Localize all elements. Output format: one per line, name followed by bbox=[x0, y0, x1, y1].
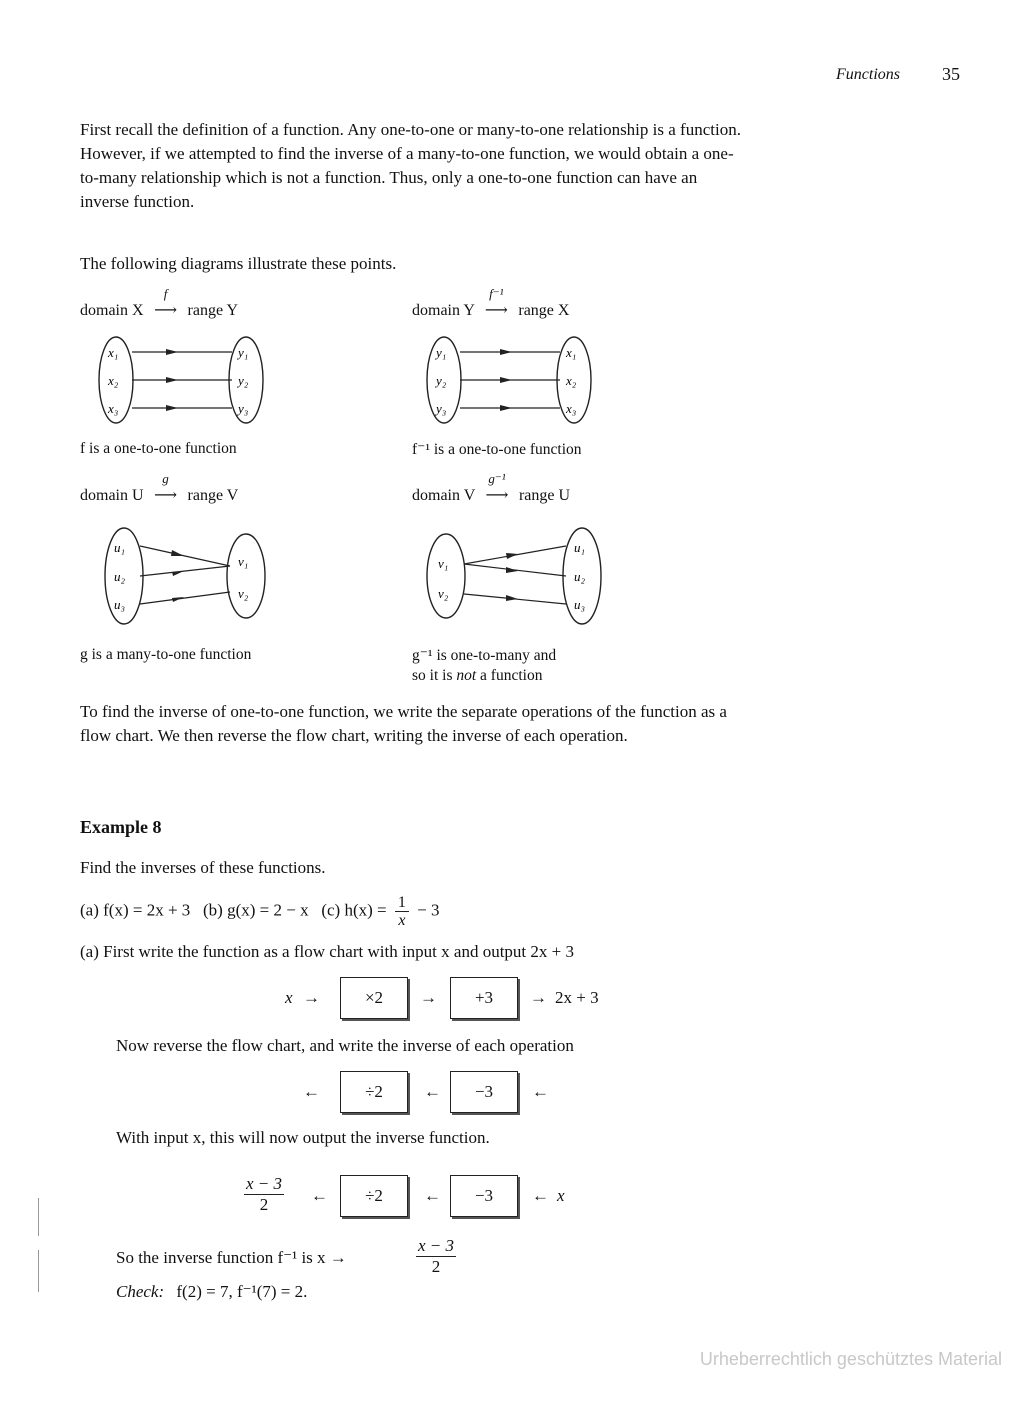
running-header-title: Functions bbox=[836, 66, 900, 83]
domain-element: v₂ bbox=[438, 586, 449, 601]
operation-box: +3 bbox=[450, 977, 518, 1019]
intro-paragraph-2: The following diagrams illustrate these points. bbox=[80, 254, 397, 273]
right-arrow-icon: → bbox=[530, 988, 547, 1007]
range-element: u₃ bbox=[574, 597, 586, 612]
domain-element: y₃ bbox=[436, 401, 447, 416]
range-element: x₂ bbox=[566, 373, 577, 388]
example-instruction: Find the inverses of these functions. bbox=[80, 858, 326, 877]
left-arrow-icon: ← bbox=[532, 1082, 549, 1101]
flow1-output: 2x + 3 bbox=[555, 988, 599, 1007]
right-arrow-icon: → bbox=[420, 988, 437, 1007]
range-label: range U bbox=[518, 487, 571, 504]
range-element: v₂ bbox=[238, 586, 249, 601]
range-element: u₂ bbox=[574, 569, 586, 584]
arrow-label: f⁻¹ bbox=[489, 286, 504, 301]
diagram-4-header bbox=[412, 471, 571, 505]
range-label: range V bbox=[187, 487, 239, 504]
domain-element: y₂ bbox=[436, 373, 447, 388]
left-arrow-icon: ← bbox=[424, 1082, 441, 1101]
map-line bbox=[140, 546, 230, 566]
domain-oval bbox=[427, 534, 465, 618]
right-arrow-icon: ⟶ bbox=[154, 487, 178, 504]
operation-box: −3 bbox=[450, 1175, 518, 1217]
mapping-diagram-g-inverse bbox=[422, 524, 608, 628]
operation-box: ÷2 bbox=[340, 1175, 408, 1217]
example-parts: (a) f(x) = 2x + 3 (b) g(x) = 2 − x (c) h(x) = $\frac{1}{x}$ − 3 bbox=[80, 894, 440, 929]
diagram-3-caption: g is a many-to-one function bbox=[80, 646, 252, 663]
domain-element: y₁ bbox=[436, 345, 447, 360]
flow3-input: x bbox=[557, 1186, 565, 1205]
arrow-label: g bbox=[162, 471, 169, 486]
map-line bbox=[140, 566, 230, 576]
page-number: 35 bbox=[942, 64, 960, 84]
diagram-4-caption-line-2: so it is not a function bbox=[412, 667, 543, 684]
conclusion-fraction: $\frac{x - 3}{2}$ bbox=[418, 1236, 455, 1276]
diagram-3-header bbox=[80, 471, 239, 505]
right-arrow-icon: → bbox=[303, 988, 320, 1007]
diagram-1-caption: f is a one-to-one function bbox=[80, 440, 237, 457]
domain-element: u₂ bbox=[114, 569, 126, 584]
flow3-output-fraction: $\frac{x - 3}{2}$ bbox=[246, 1174, 283, 1214]
domain-element: v₁ bbox=[438, 556, 449, 571]
domain-label: domain U bbox=[80, 487, 144, 504]
range-element: y₁ bbox=[238, 345, 249, 360]
domain-element: x₂ bbox=[108, 373, 119, 388]
watermark: Urheberrechtlich geschütztes Material bbox=[699, 1349, 1002, 1369]
operation-box: ÷2 bbox=[340, 1071, 408, 1113]
operation-box: −3 bbox=[450, 1071, 518, 1113]
step-3-text: With input x, this will now output the inverse function. bbox=[116, 1128, 490, 1147]
range-label: range Y bbox=[187, 302, 239, 319]
range-element: u₁ bbox=[574, 540, 586, 555]
flowchart-intro-paragraph: To find the inverse of one-to-one function, we write the separate operations of the function as a flow chart. We then reverse the flow chart, writing the inverse of each operation. bbox=[80, 702, 727, 745]
range-oval bbox=[227, 534, 265, 618]
mapping-diagram-f-inverse bbox=[424, 334, 604, 426]
check-line: Check: f(2) = 7, f⁻¹(7) = 2. bbox=[116, 1282, 308, 1301]
domain-element: u₁ bbox=[114, 540, 126, 555]
arrow-label: f bbox=[163, 286, 168, 301]
domain-label: domain X bbox=[80, 302, 144, 319]
diagram-2-caption: f⁻¹ is a one-to-one function bbox=[412, 441, 582, 458]
range-element: y₃ bbox=[238, 401, 249, 416]
domain-label: domain Y bbox=[412, 302, 475, 319]
right-arrow-icon: ⟶ bbox=[154, 302, 178, 319]
diagram-2-header bbox=[412, 286, 570, 320]
range-element: v₁ bbox=[238, 554, 249, 569]
left-arrow-icon: ← bbox=[424, 1186, 441, 1205]
left-arrow-icon: ← bbox=[303, 1082, 320, 1101]
diagram-1-header bbox=[80, 286, 239, 320]
example-title: Example 8 bbox=[80, 817, 162, 837]
right-arrow-icon: ⟶ bbox=[484, 302, 508, 319]
domain-element: x₁ bbox=[108, 345, 119, 360]
range-element: x₁ bbox=[566, 345, 577, 360]
domain-label: domain V bbox=[412, 487, 475, 504]
range-label: range X bbox=[518, 302, 570, 319]
domain-element: u₃ bbox=[114, 597, 126, 612]
left-arrow-icon: ← bbox=[311, 1186, 328, 1205]
fraction: $\frac{1}{x}$ bbox=[395, 894, 409, 929]
flow1-input: x bbox=[285, 988, 293, 1007]
operation-box: ×2 bbox=[340, 977, 408, 1019]
map-line bbox=[140, 592, 230, 604]
range-element: x₃ bbox=[566, 401, 577, 416]
mapping-diagram-g bbox=[100, 524, 280, 628]
domain-element: x₃ bbox=[108, 401, 119, 416]
margin-mark bbox=[38, 1250, 39, 1292]
range-element: y₂ bbox=[238, 373, 249, 388]
margin-mark bbox=[38, 1198, 39, 1236]
conclusion-text: So the inverse function f⁻¹ is x → bbox=[116, 1248, 347, 1267]
step-2-text: Now reverse the flow chart, and write the inverse of each operation bbox=[116, 1036, 574, 1055]
intro-paragraph: First recall the definition of a function. Any one-to-one or many-to-one relationship is a function. However, if we attempted to find the inverse of a many-to-one function, we would obtain a one-to-many relationship which is not a function. Thus, only a one-to-one function can have an inverse function. bbox=[80, 120, 741, 211]
left-arrow-icon: ← bbox=[532, 1186, 549, 1205]
diagram-4-caption: g⁻¹ is one-to-many and bbox=[412, 647, 557, 664]
step-1-text: (a) First write the function as a flow chart with input x and output 2x + 3 bbox=[80, 942, 574, 961]
arrow-label: g⁻¹ bbox=[488, 471, 506, 486]
right-arrow-icon: ⟶ bbox=[485, 487, 509, 504]
mapping-diagram-f bbox=[96, 334, 276, 426]
